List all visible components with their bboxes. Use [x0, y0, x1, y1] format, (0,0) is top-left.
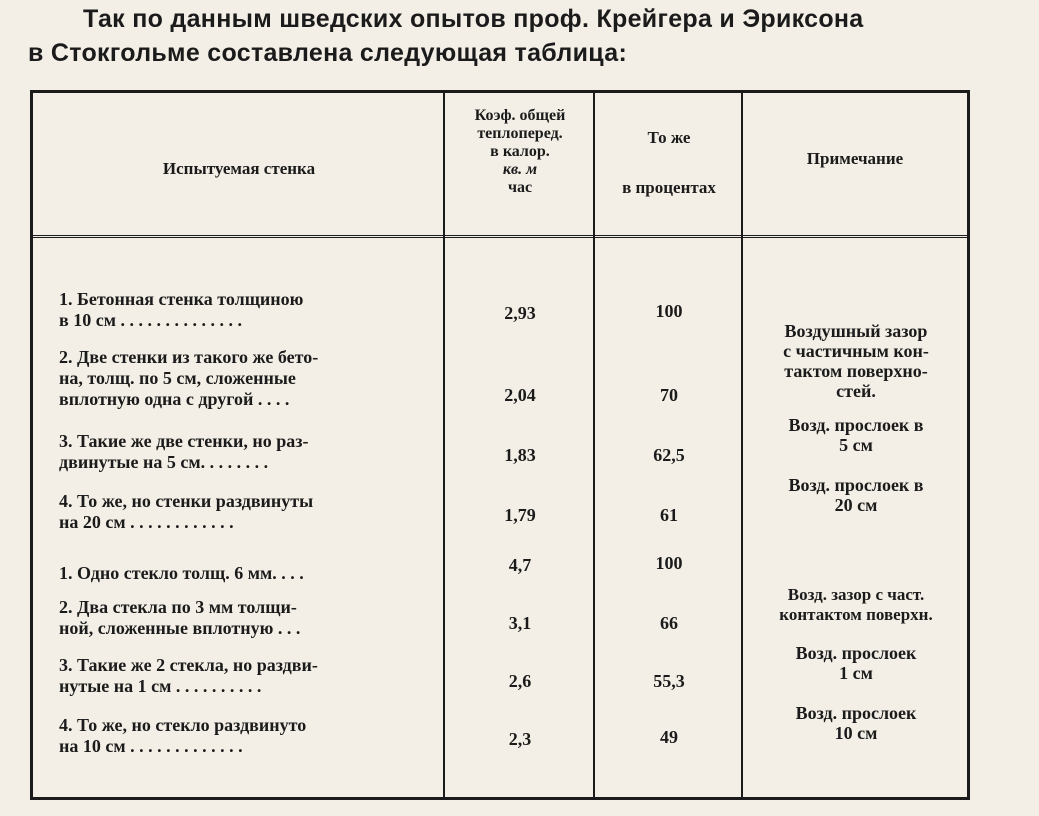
- note-air-layer-5: [745, 415, 967, 455]
- table-row-glass-1: [59, 563, 439, 584]
- coefficient-value: 2,93: [504, 303, 536, 323]
- row-text: ной, сложенные вплотную . . .: [59, 618, 301, 638]
- note-air-layer-1: [745, 643, 967, 683]
- note-text: с частичным кон-: [783, 341, 929, 361]
- table-row-glass-4: [59, 715, 439, 757]
- note-text: Возд. прослоек: [795, 643, 917, 663]
- row-text: 4. То же, но стекло раздвинуто: [59, 715, 307, 735]
- percent-value: 100: [655, 553, 683, 573]
- header-coefficient-line: Коэф. общей: [474, 107, 566, 124]
- row-text: 2. Две стенки из такого же бето-: [59, 347, 319, 367]
- table-row-concrete-1: [59, 289, 439, 331]
- coefficient-value: 4,7: [508, 555, 532, 575]
- row-text: 4. То же, но стенки раздвинуты: [59, 491, 314, 511]
- note-text: контактом поверхн.: [779, 605, 933, 624]
- coefficient-value: 2,04: [504, 385, 536, 405]
- row-text: нутые на 1 см . . . . . . . . . .: [59, 676, 262, 696]
- table-row-glass-2: [59, 597, 439, 639]
- header-percent-line: в процентах: [622, 178, 716, 197]
- coefficient-value: 3,1: [508, 613, 532, 633]
- note-text: Возд. прослоек: [795, 703, 917, 723]
- header-coefficient-line: теплоперед.: [477, 125, 563, 142]
- note-text: 1 см: [839, 663, 873, 683]
- note-air-layer-20: [745, 475, 967, 515]
- percent-value: 62,5: [653, 445, 685, 465]
- note-text: Возд. прослоек в: [788, 415, 924, 435]
- row-text: 3. Такие же 2 стекла, но раздви-: [59, 655, 318, 675]
- intro-line-1: Так по данным шведских опытов проф. Крейгера и Эриксона: [83, 5, 864, 33]
- header-coefficient: [445, 107, 595, 197]
- table-row-concrete-4: [59, 491, 439, 533]
- header-divider: [33, 235, 967, 238]
- header-note: Примечание: [806, 149, 904, 168]
- note-air-gap-glass: [745, 585, 967, 625]
- percent-value: 70: [660, 385, 678, 405]
- heat-transfer-table: [30, 90, 970, 800]
- row-text: 1. Одно стекло толщ. 6 мм. . . .: [59, 563, 304, 583]
- row-text: вплотную одна с другой . . . .: [59, 389, 290, 409]
- note-text: 10 см: [834, 723, 878, 743]
- row-text: на, толщ. по 5 см, сложенные: [59, 368, 296, 388]
- row-text: на 20 см . . . . . . . . . . . .: [59, 512, 234, 532]
- note-text: стей.: [836, 381, 876, 401]
- row-text: двинутые на 5 см. . . . . . . .: [59, 452, 269, 472]
- note-air-layer-10: [745, 703, 967, 743]
- header-coefficient-line: час: [507, 179, 533, 196]
- note-text: 20 см: [834, 495, 878, 515]
- percent-value: 100: [655, 301, 683, 321]
- note-text: 5 см: [839, 435, 873, 455]
- intro-line-2: в Стокгольме составлена следующая таблица:: [28, 39, 628, 67]
- header-percent: [595, 128, 743, 198]
- intro-paragraph: [28, 2, 1018, 70]
- percent-value: 61: [660, 505, 678, 525]
- percent-value: 66: [660, 613, 678, 633]
- row-text: 1. Бетонная стенка толщиною: [59, 289, 304, 309]
- note-text: тактом поверхно-: [784, 361, 928, 381]
- header-coefficient-unit: кв. м: [502, 161, 538, 178]
- row-text: 2. Два стекла по 3 мм толщи-: [59, 597, 297, 617]
- row-text: в 10 см . . . . . . . . . . . . . .: [59, 310, 242, 330]
- note-text: Возд. прослоек в: [788, 475, 924, 495]
- percent-value: 55,3: [653, 671, 685, 691]
- header-tested-wall: Испытуемая стенка: [162, 159, 316, 178]
- note-text: Воздушный зазор: [784, 321, 928, 341]
- note-text: Возд. зазор с част.: [787, 585, 925, 604]
- percent-value: 49: [660, 727, 678, 747]
- table-row-concrete-2: [59, 347, 439, 410]
- coefficient-value: 2,6: [508, 671, 532, 691]
- header-coefficient-line: в калор.: [490, 143, 550, 160]
- coefficient-value: 1,79: [504, 505, 536, 525]
- note-air-gap-concrete: [745, 321, 967, 401]
- table-row-glass-3: [59, 655, 439, 697]
- row-text: 3. Такие же две стенки, но раз-: [59, 431, 309, 451]
- table-row-concrete-3: [59, 431, 439, 473]
- coefficient-value: 2,3: [508, 729, 532, 749]
- row-text: на 10 см . . . . . . . . . . . . .: [59, 736, 243, 756]
- coefficient-value: 1,83: [504, 445, 536, 465]
- header-percent-line: То же: [647, 128, 691, 147]
